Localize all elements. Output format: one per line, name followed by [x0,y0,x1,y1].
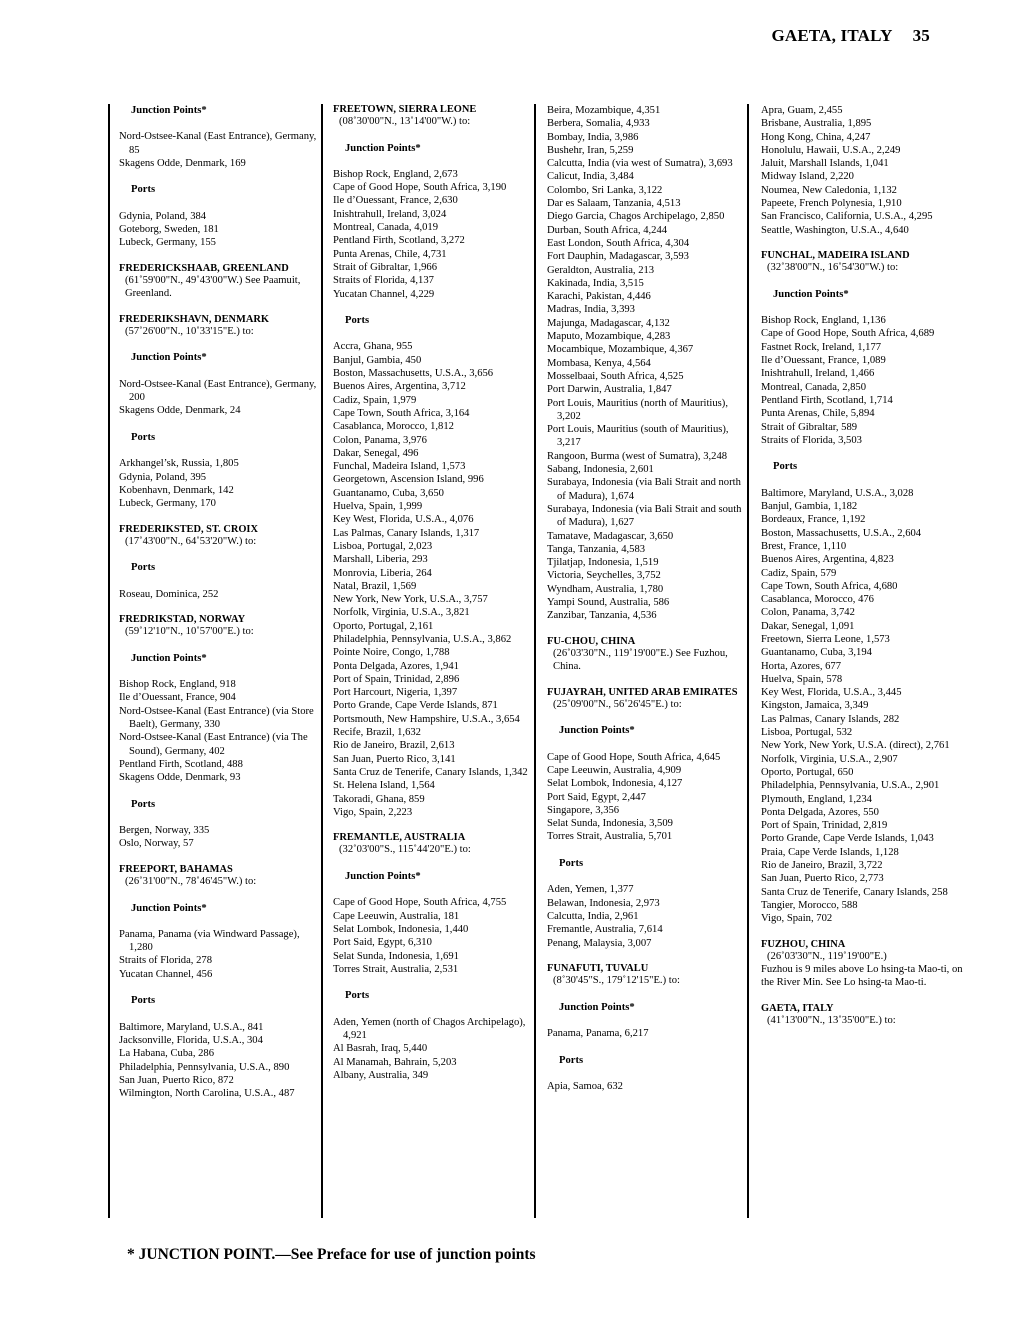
entry: New York, New York, U.S.A., 3,757 [333,594,488,606]
entry: Jacksonville, Florida, U.S.A., 304 [119,1034,263,1046]
entry: Tamatave, Madagascar, 3,650 [547,530,674,542]
entry: Fastnet Rock, Ireland, 1,177 [761,341,882,353]
entry: Fort Dauphin, Madagascar, 3,593 [547,251,689,263]
spacer [547,673,751,686]
entry: Colombo, Sri Lanka, 3,122 [547,184,663,196]
entry: Aden, Yemen (north of Chagos Archipelago), 4,921 [333,1016,526,1041]
entry: Bordeaux, France, 1,192 [761,514,866,526]
entry: Montreal, Canada, 4,019 [333,222,439,234]
entry: Gdynia, Poland, 384 [119,210,207,222]
entry: Calcutta, India, 2,961 [547,910,639,922]
entry: Panama, Panama, 6,217 [547,1028,649,1039]
column-rule [108,104,110,1218]
column-4 [761,104,965,1027]
entry: Bishop Rock, England, 918 [119,679,236,691]
entry: Freetown, Sierra Leone, 1,573 [761,633,890,645]
entry: Fremantle, Australia, 7,614 [547,924,663,936]
entry: Baltimore, Maryland, U.S.A., 3,028 [761,487,914,499]
entry: Dar es Salaam, Tanzania, 4,513 [547,198,681,210]
running-head-title: GAETA, ITALY [771,26,893,45]
entry: Karachi, Pakistan, 4,446 [547,291,651,303]
subheading: Ports [559,1054,584,1066]
entry: Kobenhavn, Denmark, 142 [119,484,234,496]
place-heading: FUNAFUTI, TUVALU [547,963,649,975]
entry: Straits of Florida, 3,503 [761,434,862,446]
entry: Nord-Ostsee-Kanal (East Entrance), Germany, 200 [119,378,317,404]
entry: Ile d’Ouessant, France, 904 [119,692,236,704]
coordinates: (26˚03'30"N., 119˚19'00"E.) [767,950,887,962]
subheading: Ports [131,798,156,810]
entry: Takoradi, Ghana, 859 [333,793,425,805]
entry: Banjul, Gambia, 1,182 [761,501,858,513]
entry: Singapore, 3,356 [547,804,620,816]
entry: Bombay, India, 3,986 [547,131,639,143]
place-heading: FUJAYRAH, UNITED ARAB EMIRATES [547,686,738,698]
entry: Boston, Massachusetts, U.S.A., 3,656 [333,368,494,380]
entry: Key West, Florida, U.S.A., 4,076 [333,514,474,526]
spacer [333,976,537,989]
entry: Norfolk, Virginia, U.S.A., 3,821 [333,607,470,619]
entry: Porto Grande, Cape Verde Islands, 1,043 [761,833,934,845]
entry: San Juan, Puerto Rico, 2,773 [761,873,884,885]
entry: Seattle, Washington, U.S.A., 4,640 [761,224,909,236]
entry: Dakar, Senegal, 1,091 [761,620,855,632]
footnote: * JUNCTION POINT.—See Preface for use of junction points [127,1246,536,1263]
entry: Oporto, Portugal, 2,161 [333,620,434,632]
coordinates: (57˚26'00"N., 10˚33'15"E.) to: [125,325,254,337]
entry: Roseau, Dominica, 252 [119,588,219,600]
entry: Philadelphia, Pennsylvania, U.S.A., 890 [119,1061,290,1073]
entry: Torres Strait, Australia, 2,531 [333,963,459,975]
entry: Hong Kong, China, 4,247 [761,131,871,143]
entry: Casablanca, Morocco, 1,812 [333,421,454,433]
entry: Pentland Firth, Scotland, 3,272 [333,235,465,247]
place-heading: FREDERIKSHAVN, DENMARK [119,313,269,325]
spacer [547,711,751,724]
entry: Calcutta, India (via west of Sumatra), 3,693 [547,158,733,170]
spacer [761,926,965,939]
entry: Apia, Samoa, 632 [547,1080,623,1092]
entry: Porto Grande, Cape Verde Islands, 871 [333,700,498,712]
entry: Huelva, Spain, 1,999 [333,501,423,513]
entry: Portsmouth, New Hampshire, U.S.A., 3,654 [333,713,520,725]
entry: Maputo, Mozambique, 4,283 [547,331,671,343]
subheading: Junction Points* [345,142,421,154]
spacer [333,128,537,141]
entry: Cape Leeuwin, Australia, 4,909 [547,764,682,776]
entry: Norfolk, Virginia, U.S.A., 2,907 [761,753,898,765]
place-heading: FREDRIKSTAD, NORWAY [119,614,246,626]
entry: Mosselbaai, South Africa, 4,525 [547,370,684,382]
entry: Strait of Gibraltar, 1,966 [333,261,438,273]
entry: Albany, Australia, 349 [333,1069,429,1081]
entry: Ponta Delgada, Azores, 550 [761,806,879,818]
entry: Banjul, Gambia, 450 [333,354,422,366]
spacer [333,819,537,832]
entry: East London, South Africa, 4,304 [547,237,690,249]
spacer [547,844,751,857]
coordinates: (32˚38'00"N., 16˚54'30"W.) to: [767,262,899,274]
spacer [333,857,537,870]
entry: Mocambique, Mozambique, 4,367 [547,344,694,356]
entry: Lisboa, Portugal, 532 [761,727,853,739]
entry: Casablanca, Morocco, 476 [761,594,874,606]
entry: Ile d’Ouessant, France, 1,089 [761,355,886,367]
entry: Accra, Ghana, 955 [333,341,413,353]
entry: Cape Town, South Africa, 3,164 [333,407,470,419]
entry: Bergen, Norway, 335 [119,825,210,837]
entry: Skagens Odde, Denmark, 169 [119,157,246,169]
entry: Bishop Rock, England, 2,673 [333,168,458,180]
coordinates: (17˚43'00"N., 64˚53'20"W.) to: [125,535,257,547]
entry: Calicut, India, 3,484 [547,171,634,183]
entry: Santa Cruz de Tenerife, Canary Islands, 258 [761,886,948,898]
spacer [119,338,323,351]
entry: Strait of Gibraltar, 589 [761,421,858,433]
entry: Cape of Good Hope, South Africa, 4,755 [333,897,507,909]
entry: Cadiz, Spain, 579 [761,567,837,579]
entry: Cape Town, South Africa, 4,680 [761,580,898,592]
entry: Arkhangel’sk, Russia, 1,805 [119,458,239,470]
spacer [119,851,323,864]
entry: Noumea, New Caledonia, 1,132 [761,184,897,196]
entry: Madras, India, 3,393 [547,304,635,316]
entry: Rio de Janeiro, Brazil, 2,613 [333,740,455,752]
column-2 [333,104,537,1082]
entry: Honolulu, Hawaii, U.S.A., 2,249 [761,144,901,156]
entry: Sabang, Indonesia, 2,601 [547,464,654,476]
entry: Nord-Ostsee-Kanal (East Entrance), Germany, 85 [119,131,317,156]
entry: Zanzibar, Tanzania, 4,536 [547,610,657,622]
entry: Lubeck, Germany, 155 [119,237,216,249]
entry: Aden, Yemen, 1,377 [547,884,634,896]
entry: Diego Garcia, Chagos Archipelago, 2,850 [547,211,725,223]
spacer [547,950,751,963]
entry: Gdynia, Poland, 395 [119,471,207,483]
coordinates: (41˚13'00"N., 13˚35'00"E.) to: [767,1015,896,1026]
spacer [547,987,751,1000]
subheading: Junction Points* [559,725,635,737]
spacer [119,170,323,183]
entry: Yucatan Channel, 4,229 [333,288,435,300]
coordinates: (59˚12'10"N., 10˚57'00"E.) to: [125,626,254,638]
entry: Straits of Florida, 4,137 [333,275,434,287]
subheading: Junction Points* [345,871,421,883]
entry: Inishtrahull, Ireland, 1,466 [761,368,875,380]
entry: Al Manamah, Bahrain, 5,203 [333,1056,457,1068]
entry: Al Basrah, Iraq, 5,440 [333,1043,428,1055]
entry: Skagens Odde, Denmark, 24 [119,405,241,417]
entry: Tjilatjap, Indonesia, 1,519 [547,557,659,569]
entry: Yucatan Channel, 456 [119,968,213,980]
spacer [119,981,323,994]
entry: Ile d’Ouessant, France, 2,630 [333,195,458,207]
spacer [119,510,323,523]
entry: Surabaya, Indonesia (via Bali Strait and north of Madura), 1,674 [547,477,741,502]
entry: Penang, Malaysia, 3,007 [547,937,652,949]
subheading: Ports [345,990,370,1002]
spacer [761,447,965,460]
entry: Ponta Delgada, Azores, 1,941 [333,660,459,672]
entry: Tanga, Tanzania, 4,583 [547,543,646,555]
place-heading: FREDERIKSTED, ST. CROIX [119,523,258,535]
entry: Selat Sunda, Indonesia, 1,691 [333,950,459,962]
entry: Colon, Panama, 3,742 [761,607,855,619]
entry: Oslo, Norway, 57 [119,838,194,850]
entry: San Juan, Puerto Rico, 872 [119,1074,234,1086]
coordinates: (25˚09'00"N., 56˚26'45"E.) to: [553,698,682,710]
spacer [119,301,323,314]
entry: Midway Island, 2,220 [761,171,854,183]
entry: Wilmington, North Carolina, U.S.A., 487 [119,1088,295,1100]
place-heading: FREDERICKSHAAB, GREENLAND [119,262,289,274]
subheading: Ports [131,184,156,196]
spacer [119,784,323,797]
entry: Papeete, French Polynesia, 1,910 [761,198,902,210]
entry: Kingston, Jamaica, 3,349 [761,700,869,712]
entry: Selat Lombok, Indonesia, 1,440 [333,923,469,935]
coordinates: (32˚03'00"S., 115˚44'20"E.) to: [339,844,471,856]
entry: Port Said, Egypt, 2,447 [547,791,646,803]
entry: Montreal, Canada, 2,850 [761,381,867,393]
entry: Lisboa, Portugal, 2,023 [333,540,433,552]
entry: Victoria, Seychelles, 3,752 [547,570,661,582]
entry: Cape of Good Hope, South Africa, 4,689 [761,328,935,340]
entry: Port of Spain, Trinidad, 2,819 [761,820,888,832]
entry: Buenos Aires, Argentina, 3,712 [333,381,466,393]
entry: Surabaya, Indonesia (via Bali Strait and south of Madura), 1,627 [547,503,742,529]
entry: Recife, Brazil, 1,632 [333,727,421,739]
spacer [547,623,751,636]
spacer [119,548,323,561]
column-1 [119,104,323,1100]
entry: Tangier, Morocco, 588 [761,899,858,911]
coordinates: (26˚03'30"N., 119˚19'00"E.) See Fuzhou, China. [553,647,728,673]
entry: Pentland Firth, Scotland, 488 [119,758,243,770]
entry: Pentland Firth, Scotland, 1,714 [761,394,893,406]
entry: Bishop Rock, England, 1,136 [761,315,886,327]
entry: Lubeck, Germany, 170 [119,498,216,510]
entry: Selat Lombok, Indonesia, 4,127 [547,778,683,790]
entry: St. Helena Island, 1,564 [333,780,435,792]
entry: Rio de Janeiro, Brazil, 3,722 [761,860,883,872]
entry: Marshall, Liberia, 293 [333,554,428,566]
entry: Skagens Odde, Denmark, 93 [119,772,241,784]
subheading: Ports [131,995,156,1007]
subheading: Ports [345,315,370,327]
subheading: Junction Points* [131,902,207,914]
entry: Key West, Florida, U.S.A., 3,445 [761,687,902,699]
entry: Philadelphia, Pennsylvania, U.S.A., 3,862 [333,633,512,645]
entry: Boston, Massachusetts, U.S.A., 2,604 [761,527,922,539]
entry: Georgetown, Ascension Island, 996 [333,474,484,486]
entry: Torres Strait, Australia, 5,701 [547,831,673,843]
page-number: 35 [912,26,930,45]
coordinates: (61˚59'00"N., 49˚43'00"W.) See Paamuit, Greenland. [125,274,301,300]
entry: Belawan, Indonesia, 2,973 [547,897,660,909]
entry: Horta, Azores, 677 [761,660,842,672]
entry: Buenos Aires, Argentina, 4,823 [761,554,894,566]
spacer [119,639,323,652]
entry: San Juan, Puerto Rico, 3,141 [333,753,456,765]
entry: Dakar, Senegal, 496 [333,447,419,459]
spacer [119,418,323,431]
entry: Rangoon, Burma (west of Sumatra), 3,248 [547,450,728,462]
entry: Punta Arenas, Chile, 5,894 [761,408,875,420]
entry: Brisbane, Australia, 1,895 [761,118,872,130]
entry: Nord-Ostsee-Kanal (East Entrance) (via The Sound), Germany, 402 [119,732,308,757]
entry: Apra, Guam, 2,455 [761,105,843,116]
spacer [547,1040,751,1053]
place-heading: FUNCHAL, MADEIRA ISLAND [761,250,910,262]
place-heading: FREMANTLE, AUSTRALIA [333,832,466,844]
entry: Geraldton, Australia, 213 [547,264,655,276]
entry: Cadiz, Spain, 1,979 [333,394,417,406]
entry: Selat Sunda, Indonesia, 3,509 [547,818,673,830]
entry: Inishtrahull, Ireland, 3,024 [333,208,447,220]
entry: Cape of Good Hope, South Africa, 3,190 [333,182,507,194]
entry: Durban, South Africa, 4,244 [547,224,668,236]
entry: La Habana, Cuba, 286 [119,1048,215,1060]
entry: Yampi Sound, Australia, 586 [547,596,670,608]
entry: Jaluit, Marshall Islands, 1,041 [761,158,889,170]
spacer [119,888,323,901]
entry: Berbera, Somalia, 4,933 [547,118,650,130]
entry: Punta Arenas, Chile, 4,731 [333,248,447,260]
place-heading: FREETOWN, SIERRA LEONE [333,104,477,115]
note: Fuzhou is 9 miles above Lo hsing-ta Mao-ti, on the River Min. See Lo hsing-ta Mao-ti. [761,964,963,989]
running-head [771,26,930,46]
entry: Huelva, Spain, 578 [761,673,843,685]
entry: Funchal, Madeira Island, 1,573 [333,461,466,473]
place-heading: FU-CHOU, CHINA [547,635,636,647]
entry: Panama, Panama (via Windward Passage), 1,280 [119,928,300,954]
subheading: Ports [131,562,156,574]
entry: Port Darwin, Australia, 1,847 [547,384,672,396]
entry: Brest, France, 1,110 [761,540,847,552]
entry: Monrovia, Liberia, 264 [333,567,432,579]
entry: Las Palmas, Canary Islands, 282 [761,713,900,725]
entry: Vigo, Spain, 2,223 [333,806,413,818]
entry: Mombasa, Kenya, 4,564 [547,357,651,369]
spacer [333,301,537,314]
entry: Port Harcourt, Nigeria, 1,397 [333,687,458,699]
entry: Port Louis, Mauritius (south of Mauritius), 3,217 [547,424,729,449]
subheading: Ports [773,461,798,473]
coordinates: (8˚30'45"S., 179˚12'15"E.) to: [553,975,680,987]
entry: Nord-Ostsee-Kanal (East Entrance) (via Store Baelt), Germany, 330 [119,705,314,730]
entry: Straits of Florida, 278 [119,955,212,967]
spacer [119,250,323,263]
entry: Cape of Good Hope, South Africa, 4,645 [547,751,721,763]
entry: Las Palmas, Canary Islands, 1,317 [333,527,480,539]
entry: Majunga, Madagascar, 4,132 [547,317,670,329]
subheading: Junction Points* [131,352,207,364]
column-3 [547,104,751,1093]
entry: Santa Cruz de Tenerife, Canary Islands, 1,342 [333,766,528,778]
place-heading: FREEPORT, BAHAMAS [119,863,233,875]
entry: Port Said, Egypt, 6,310 [333,937,432,949]
entry: Vigo, Spain, 702 [761,913,833,925]
subheading: Junction Points* [773,288,849,300]
entry: Natal, Brazil, 1,569 [333,580,417,592]
place-heading: GAETA, ITALY [761,1003,834,1014]
coordinates: (08˚30'00"N., 13˚14'00"W.) to: [339,116,471,127]
subheading: Junction Points* [131,105,207,116]
spacer [119,601,323,614]
entry: Beira, Mozambique, 4,351 [547,105,661,116]
entry: San Francisco, California, U.S.A., 4,295 [761,211,933,223]
entry: Wyndham, Australia, 1,780 [547,583,664,595]
subheading: Ports [131,431,156,443]
subheading: Ports [559,858,584,870]
entry: Plymouth, England, 1,234 [761,793,872,805]
entry: Baltimore, Maryland, U.S.A., 841 [119,1021,264,1033]
entry: New York, New York, U.S.A. (direct), 2,761 [761,740,950,752]
entry: Guantanamo, Cuba, 3,650 [333,487,444,499]
spacer [761,990,965,1003]
entry: Oporto, Portugal, 650 [761,766,854,778]
entry: Goteborg, Sweden, 181 [119,224,219,236]
entry: Philadelphia, Pennsylvania, U.S.A., 2,901 [761,780,940,792]
entry: Port of Spain, Trinidad, 2,896 [333,673,460,685]
entry: Bushehr, Iran, 5,259 [547,144,634,156]
subheading: Junction Points* [131,652,207,664]
spacer [761,237,965,250]
subheading: Junction Points* [559,1001,635,1013]
coordinates: (26˚31'00"N., 78˚46'45"W.) to: [125,875,257,887]
entry: Kakinada, India, 3,515 [547,277,644,289]
entry: Cape Leeuwin, Australia, 181 [333,910,460,922]
entry: Colon, Panama, 3,976 [333,434,427,446]
spacer [761,275,965,288]
entry: Guantanamo, Cuba, 3,194 [761,647,872,659]
place-heading: FUZHOU, CHINA [761,938,846,950]
entry: Pointe Noire, Congo, 1,788 [333,647,450,659]
entry: Port Louis, Mauritius (north of Mauritius), 3,202 [547,397,728,422]
entry: Praia, Cape Verde Islands, 1,128 [761,846,899,858]
